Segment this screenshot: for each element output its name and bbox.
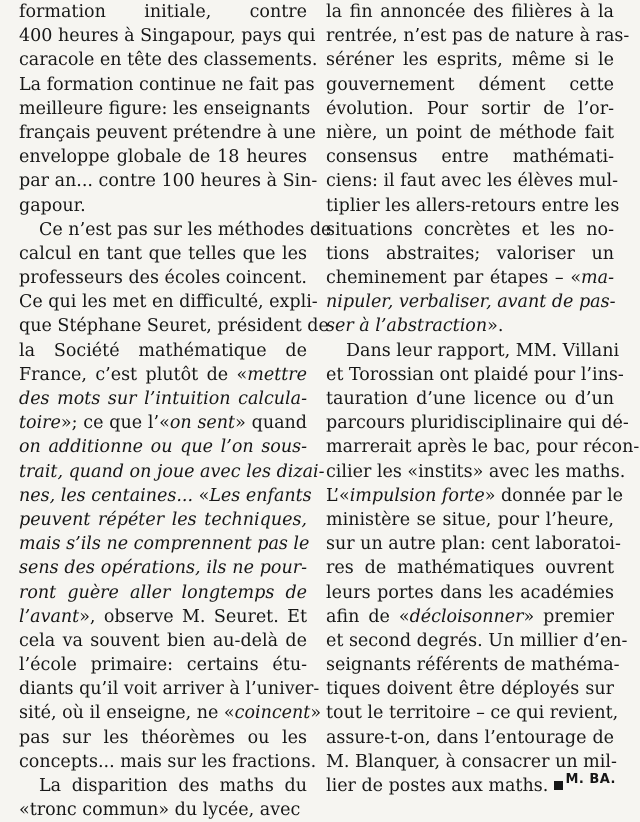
- text-line: [19, 484, 312, 508]
- text-line: [326, 48, 614, 72]
- italic-text: décloisonner: [409, 606, 524, 627]
- text-span: 400 heures à Singapour, pays qui: [19, 26, 316, 47]
- text-span: » quand: [235, 413, 307, 434]
- text-line: [326, 73, 614, 97]
- italic-text: on additionne ou que l’on sous-: [19, 437, 307, 458]
- text-span: situations concrètes et les no-: [326, 219, 614, 240]
- text-span: leurs portes dans les académies: [326, 582, 614, 603]
- text-span: l’école primaire: certains étu-: [19, 655, 307, 676]
- text-line: [326, 290, 614, 314]
- text-line: [19, 314, 329, 338]
- text-line: [19, 73, 315, 97]
- text-line: [326, 145, 614, 169]
- article-column-left: [19, 0, 332, 822]
- text-line: [19, 266, 307, 290]
- text-line: [19, 629, 307, 653]
- author-signature: M. BA.: [565, 772, 616, 787]
- italic-text: coincent: [234, 703, 311, 724]
- text-span: lier de postes aux maths.: [326, 776, 549, 796]
- text-span: concepts... mais sur les fractions.: [19, 751, 317, 772]
- italic-text: Les enfants: [209, 485, 312, 506]
- text-line: [326, 556, 614, 580]
- text-line: [19, 750, 317, 774]
- text-line: [326, 242, 614, 266]
- text-line: [326, 0, 614, 24]
- end-of-article-square-icon: [554, 781, 563, 790]
- text-line: [326, 677, 614, 701]
- italic-text: nes, les centaines...: [19, 485, 194, 506]
- text-span: que Stéphane Seuret, président de: [19, 316, 329, 337]
- text-span: et Torossian ont plaidé pour l’ins-: [326, 364, 624, 385]
- text-span: afin de «: [326, 606, 410, 627]
- text-line: [326, 653, 620, 677]
- text-span: »; ce que l’«: [60, 413, 170, 434]
- text-line: [326, 726, 614, 750]
- text-span: pas sur les théorèmes ou les: [19, 727, 307, 748]
- text-line: [19, 290, 318, 314]
- text-line: [19, 556, 307, 580]
- text-line: [326, 169, 619, 193]
- text-line: [19, 363, 307, 387]
- text-line: [19, 169, 318, 193]
- text-span: évolution. Pour sortir de l’or-: [326, 98, 614, 119]
- text-span: M. Blanquer, à consacrer un mil-: [326, 751, 617, 772]
- text-line: [19, 242, 307, 266]
- text-span: gapour.: [19, 195, 86, 216]
- text-span: France, c’est plutôt de «: [19, 364, 248, 385]
- text-line: [19, 48, 318, 72]
- text-line: [19, 460, 325, 484]
- text-line: [326, 339, 620, 363]
- text-span: consensus entre mathémati-: [326, 147, 614, 168]
- text-span: séréner les esprits, même si le: [326, 50, 614, 71]
- text-span: La formation continue ne fait pas: [19, 74, 315, 95]
- text-line: [19, 726, 307, 750]
- italic-text: nipuler, verbaliser, avant de pas-: [326, 292, 616, 313]
- text-line: [326, 411, 629, 435]
- text-span: seignants référents de mathéma-: [326, 655, 620, 676]
- italic-text: impulsion forte: [349, 485, 485, 506]
- text-span: » donnée par le: [484, 485, 624, 506]
- text-line: [326, 266, 614, 290]
- text-span: ministère se situe, pour l’heure,: [326, 509, 614, 530]
- text-span: rentrée, n’est pas de nature à ras-: [326, 26, 630, 47]
- text-span: meilleure figure: les enseignants: [19, 98, 311, 119]
- text-line: [19, 218, 332, 242]
- text-span: ».: [487, 316, 504, 337]
- text-line: [326, 750, 617, 774]
- text-line: [19, 411, 307, 435]
- italic-text: trait, quand on joue avec les dizai-: [19, 461, 325, 482]
- text-span: caracole en tête des classements.: [19, 50, 318, 71]
- italic-text: des mots sur l’intuition calcula-: [19, 389, 307, 409]
- text-span: res de mathématiques ouvrent: [326, 558, 614, 579]
- text-line: [19, 508, 307, 532]
- text-span: la Société mathématique de: [19, 340, 307, 361]
- italic-text: peuvent répéter les techniques,: [19, 509, 307, 530]
- italic-text: l’avant: [19, 606, 80, 627]
- text-span: L’«: [326, 485, 350, 506]
- text-span: calcul en tant que telles que les: [19, 243, 307, 264]
- text-line: [326, 701, 619, 725]
- italic-text: mettre: [247, 364, 307, 385]
- text-span: enveloppe globale de 18 heures: [19, 147, 307, 168]
- text-line: [326, 194, 620, 218]
- text-span: cheminement par étapes – «: [326, 268, 582, 289]
- text-line: [326, 435, 640, 459]
- text-line: [326, 314, 614, 338]
- text-line: [19, 653, 307, 677]
- text-line: [19, 121, 316, 145]
- italic-text: ma-: [581, 268, 614, 289]
- text-span: parcours pluridisciplinaire qui dé-: [326, 413, 629, 434]
- text-span: Ce qui les met en difficulté, expli-: [19, 292, 318, 313]
- text-line: [326, 484, 624, 508]
- article-column-right: [326, 0, 640, 798]
- text-line: [19, 435, 307, 459]
- text-span: ciens: il faut avec les élèves mul-: [326, 171, 619, 192]
- text-span: tauration d’une licence ou d’un: [326, 389, 614, 409]
- text-line: [326, 460, 626, 484]
- text-span: Dans leur rapport, MM. Villani: [346, 340, 620, 361]
- text-line: [326, 629, 628, 653]
- text-span: français peuvent prétendre à une: [19, 122, 316, 143]
- text-span: gouvernement dément cette: [326, 74, 614, 95]
- text-line: [19, 532, 310, 556]
- text-span: cilier les «instits» avec les maths.: [326, 461, 626, 482]
- text-span: tions abstraites; valoriser un: [326, 243, 614, 264]
- italic-text: ser à l’abstraction: [326, 316, 488, 337]
- text-span: La disparition des maths du: [39, 776, 307, 796]
- text-span: tout le territoire – ce qui revient,: [326, 703, 619, 724]
- text-line: [326, 581, 614, 605]
- text-line: [326, 24, 630, 48]
- text-line: [326, 121, 614, 145]
- text-line: [19, 97, 311, 121]
- text-span: formation initiale, contre: [19, 2, 307, 22]
- text-span: cela va souvent bien au-delà de: [19, 630, 307, 651]
- text-span: » premier: [523, 606, 614, 627]
- text-span: »: [310, 703, 322, 724]
- text-line: [19, 605, 307, 629]
- text-line: [19, 0, 307, 24]
- text-line: [19, 145, 307, 169]
- italic-text: ront guère aller longtemps de: [19, 582, 307, 603]
- text-span: assure-t-on, dans l’entourage de: [326, 727, 614, 748]
- text-span: la fin annoncée des filières à la: [326, 2, 614, 22]
- text-line: [19, 24, 316, 48]
- text-span: nière, un point de méthode fait: [326, 122, 614, 143]
- italic-text: mais s’ils ne comprennent pas le: [19, 534, 310, 555]
- text-line: [326, 508, 614, 532]
- text-line: [326, 218, 614, 242]
- text-line: [19, 798, 307, 822]
- text-span: professeurs des écoles coincent.: [19, 268, 307, 289]
- text-span: tiplier les allers-retours entre les: [326, 195, 620, 216]
- text-line: [326, 97, 614, 121]
- text-span: Ce n’est pas sur les méthodes de: [39, 219, 332, 240]
- text-span: par an... contre 100 heures à Sin-: [19, 171, 318, 192]
- text-line: [326, 532, 621, 556]
- text-line: [19, 387, 307, 411]
- text-span: sur un autre plan: cent laboratoi-: [326, 534, 621, 555]
- text-line: [19, 774, 307, 798]
- text-span: », observe M. Seuret. Et: [79, 606, 307, 627]
- text-line: [19, 581, 307, 605]
- italic-text: on sent: [169, 413, 236, 434]
- text-span: «: [193, 485, 210, 506]
- text-line: [19, 701, 322, 725]
- text-span: diants qu’il voit arriver à l’univer-: [19, 679, 320, 700]
- text-line: [326, 387, 614, 411]
- text-span: «tronc commun» du lycée, avec: [19, 800, 301, 821]
- italic-text: toire: [19, 413, 61, 434]
- text-line: [326, 605, 614, 629]
- text-line: [19, 194, 307, 218]
- text-line: [19, 677, 320, 701]
- italic-text: sens des opérations, ils ne pour-: [19, 558, 307, 579]
- text-line: [19, 339, 307, 363]
- text-span: marrerait après le bac, pour récon-: [326, 437, 640, 458]
- text-line: [326, 363, 624, 387]
- text-span: et second degrés. Un millier d’en-: [326, 630, 628, 651]
- text-span: sité, où il enseigne, ne «: [19, 703, 235, 724]
- text-span: tiques doivent être déployés sur: [326, 679, 614, 700]
